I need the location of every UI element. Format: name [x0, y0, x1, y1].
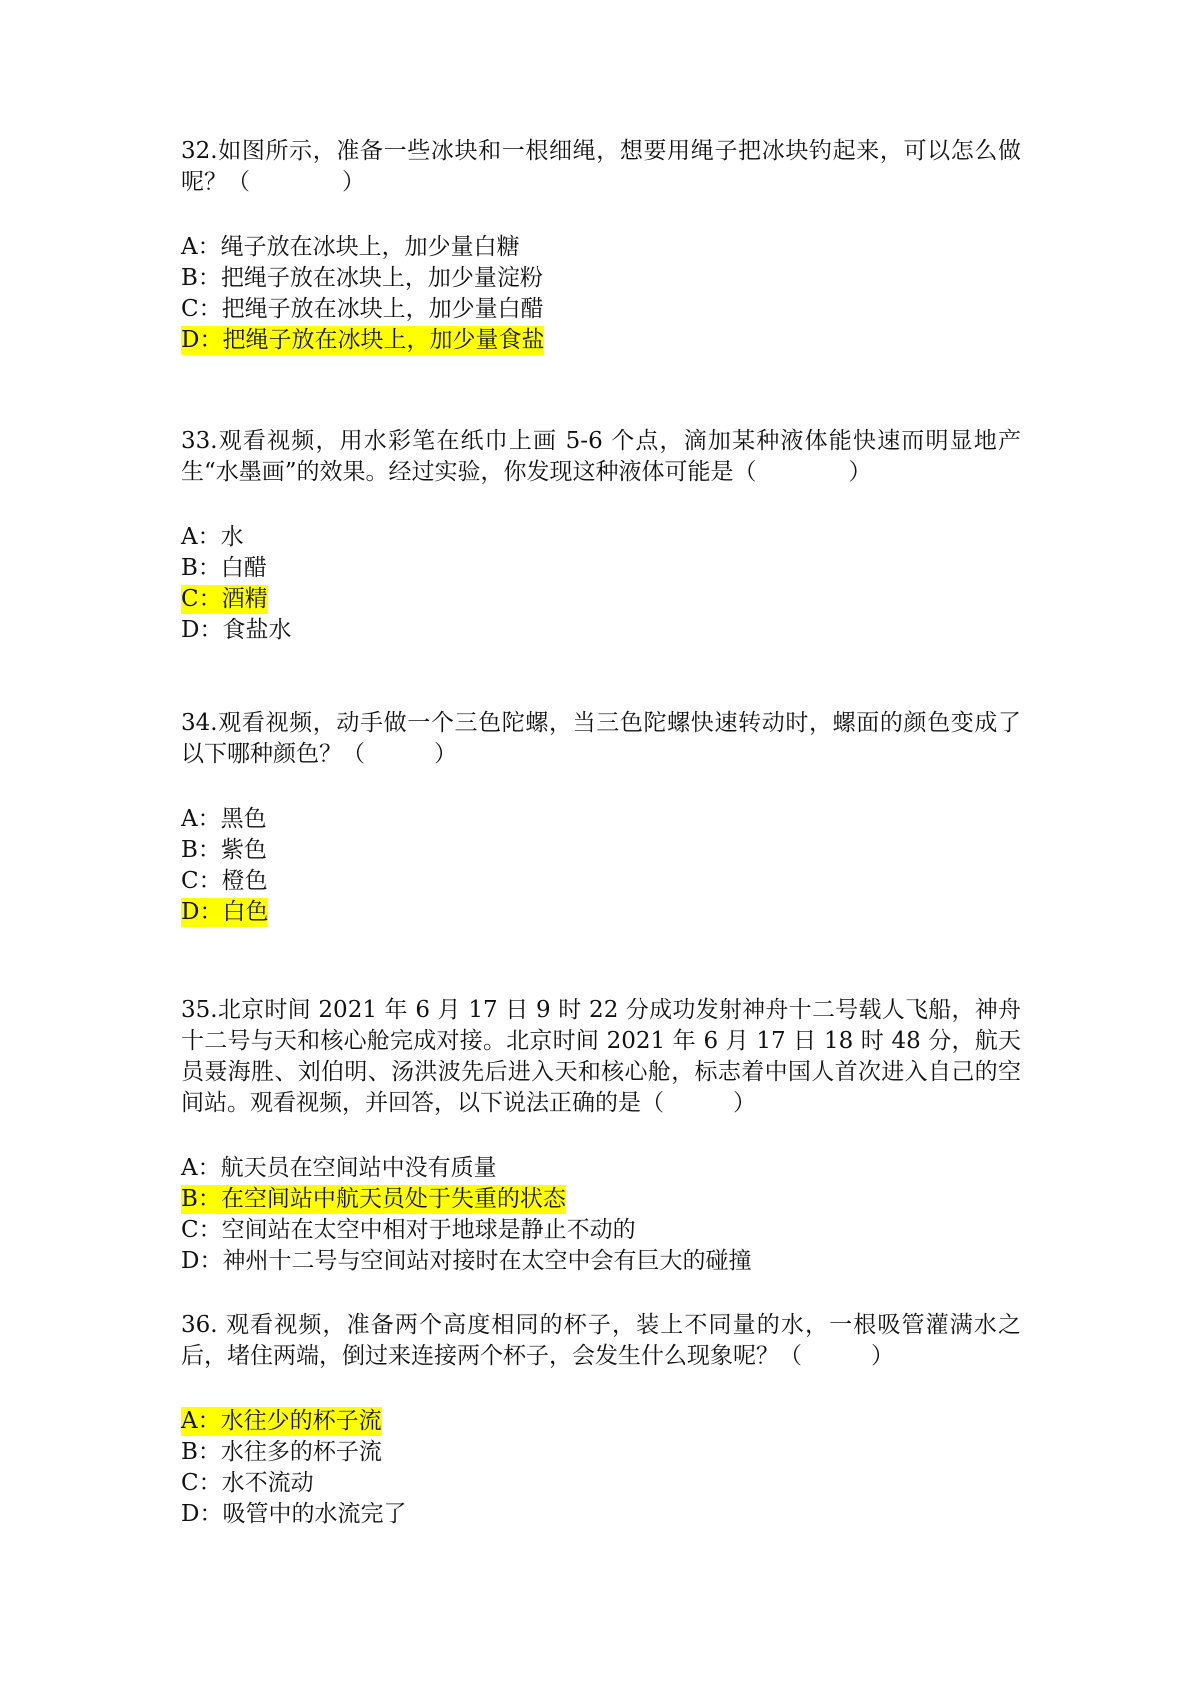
option-a: A：黑色 [181, 806, 267, 832]
question-32 [181, 136, 1021, 356]
option-a: A：绳子放在冰块上，加少量白糖 [181, 234, 520, 260]
option-b: B：把绳子放在冰块上，加少量淀粉 [181, 265, 543, 291]
option-c: C：空间站在太空中相对于地球是静止不动的 [181, 1217, 636, 1243]
option-list [181, 232, 1021, 356]
question-34 [181, 708, 1021, 928]
question-36 [181, 1310, 1021, 1530]
option-b-highlighted: B：在空间站中航天员处于失重的状态 [181, 1186, 566, 1212]
question-stem: 36. 观看视频，准备两个高度相同的杯子，装上不同量的水，一根吸管灌满水之后，堵住两端，倒过来连接两个杯子，会发生什么现象呢？（ ） [181, 1312, 1021, 1369]
question-stem: 34.观看视频，动手做一个三色陀螺，当三色陀螺快速转动时，螺面的颜色变成了以下哪种颜色？（ ） [181, 710, 1021, 767]
option-c: C：橙色 [181, 868, 268, 894]
option-c-highlighted: C：酒精 [181, 586, 268, 612]
option-list [181, 1153, 1021, 1277]
option-list [181, 804, 1021, 928]
option-d: D：吸管中的水流完了 [181, 1501, 407, 1527]
option-d: D：神州十二号与空间站对接时在太空中会有巨大的碰撞 [181, 1248, 752, 1274]
option-a: A：航天员在空间站中没有质量 [181, 1155, 497, 1181]
option-b: B：白醋 [181, 555, 267, 581]
question-35 [181, 995, 1021, 1277]
question-stem: 32.如图所示，准备一些冰块和一根细绳，想要用绳子把冰块钓起来，可以怎么做呢？（ ） [181, 138, 1021, 195]
option-d: D：食盐水 [181, 617, 292, 643]
option-d-highlighted: D：白色 [181, 899, 269, 925]
option-b: B：水往多的杯子流 [181, 1439, 382, 1465]
option-d-highlighted: D：把绳子放在冰块上，加少量食盐 [181, 327, 545, 353]
option-a-highlighted: A：水往少的杯子流 [181, 1408, 382, 1434]
question-stem: 35.北京时间 2021 年 6 月 17 日 9 时 22 分成功发射神舟十二号载人飞船，神舟十二号与天和核心舱完成对接。北京时间 2021 年 6 月 17 日 18 时 48 分，航天员聂海胜、刘伯明、汤洪波先后进入天和核心舱，标志着中国人首次进入自己的空间站。观看视频，并回答，以下说法正确的是（ ） [181, 997, 1021, 1116]
option-list [181, 522, 1021, 646]
option-a: A：水 [181, 524, 244, 550]
option-b: B：紫色 [181, 837, 267, 863]
question-stem: 33.观看视频，用水彩笔在纸巾上画 5-6 个点，滴加某种液体能快速而明显地产生“水墨画”的效果。经过实验，你发现这种液体可能是（ ） [181, 428, 1021, 485]
option-c: C：把绳子放在冰块上，加少量白醋 [181, 296, 544, 322]
question-33 [181, 426, 1021, 646]
option-c: C：水不流动 [181, 1470, 314, 1496]
option-list [181, 1406, 1021, 1530]
